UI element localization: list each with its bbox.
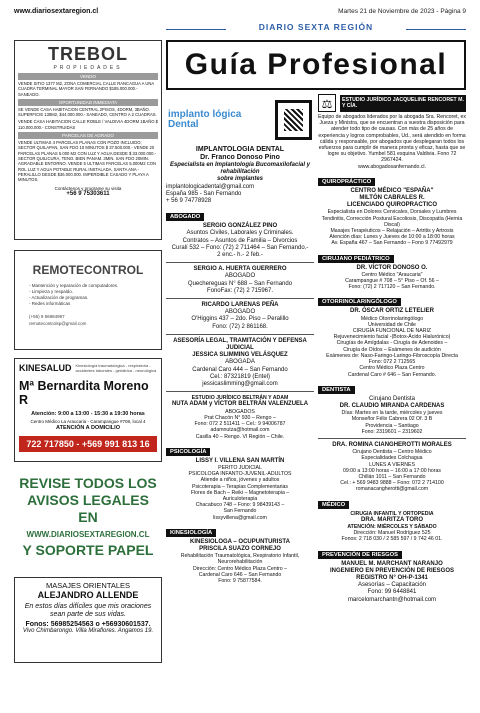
implantologia-phone[interactable]: + 56 9 74778928 bbox=[166, 198, 212, 205]
masajes-name: ALEJANDRO ALLENDE bbox=[37, 590, 139, 600]
section-title: DIARIO SEXTA REGIÓN bbox=[166, 22, 466, 36]
remotecontrol-services bbox=[29, 283, 155, 307]
abogado-1: SERGIO GONZÁLEZ PINO Asuntos Civiles, Laborales y Criminales. Contratos – Asuntos de Familia – Divorcios Curalí 532 – Fono: (72) 2 711464 – San Fernando.- 2 enc.- h.- 2 feb.- bbox=[171, 223, 309, 259]
trebol-band-vendo: VENDO bbox=[18, 73, 158, 80]
tag-otorrino: OTORRINOLARINGÓLOGO bbox=[318, 298, 401, 306]
page-date: Martes 21 de Noviembre de 2023 - Página 9 bbox=[338, 7, 466, 15]
tag-abogado: ABOGADO bbox=[166, 213, 204, 221]
implantologia-logo: implanto lógica Dental bbox=[168, 109, 242, 130]
implantologia-email[interactable]: implantologicadental@gmail.com bbox=[166, 183, 255, 190]
abogado-2: SERGIO A. HUERTA GUERRERO ABOGADO Quechereguas N° 688 – San Fernando FonoFax: (72) 2 715967. bbox=[187, 266, 293, 294]
abogado-5: ESTUDIO JURÍDICO BELTRÁN Y ADAM NUTA ADAM y VÍCTOR BELTRÁN VALENZUELA ABOGADOS Prat Chacón N° 930 – Rengo – Fono: 072 2 511411 – Cel.: 9 94006787 adamnutza@hotmail.com Casilla 40 – Rengo. VI Región – Chile. bbox=[171, 395, 309, 440]
kinesalud-hours: Atención: 9:00 a 13:00 - 15:30 a 19:30 horas Centro Médico La Araucaria - Carampangue #708, local 4 ATENCIÓN A DOMICILIO bbox=[30, 411, 146, 431]
tag-prevencion: PREVENCIÓN DE RIESGOS bbox=[318, 551, 402, 559]
tag-medico: MÉDICO bbox=[318, 501, 349, 509]
kinesalud-desc: Kinesiología traumatológica - respiratoria - accidentes laborales - geriátrica - neurológica bbox=[75, 363, 157, 373]
implantologia-logo-row bbox=[166, 94, 314, 146]
page-header bbox=[14, 4, 466, 18]
trebol-logo: TREBOL PROPIEDADES bbox=[48, 44, 128, 71]
middle-column bbox=[166, 94, 314, 584]
implantologia-address: España 985 - San Fernando bbox=[166, 190, 242, 197]
masajes-text: En estos días difíciles que mis oraciones sean parte de sus vidas. bbox=[24, 603, 152, 618]
trebol-contact: Contáctenos y programe su visita bbox=[54, 186, 122, 192]
kinesalud-top bbox=[19, 363, 157, 373]
masajes-address: Vivo Chimbarongo. Villa Miraflores. Angamos 19. bbox=[22, 628, 154, 634]
trebol-ad bbox=[14, 40, 162, 240]
service-item: - Mantención y reparación de computadores. bbox=[29, 283, 119, 288]
service-item: - Redes informáticas bbox=[29, 301, 71, 306]
trebol-listing-1: VENDE SITIO 1377 M2, ZONA COMERCIAL CALLE RANCAGUA A UNA CUADRA TERMINAL MAYOR SAN FERNANDO $185.000.000.- SANEADO. bbox=[18, 81, 154, 97]
tag-psicologia: PSICOLOGÍA bbox=[166, 448, 210, 456]
revise-url[interactable]: WWW.DIARIOSEXTAREGION.CL bbox=[26, 530, 150, 539]
implantologia-title: IMPLANTOLOGIA DENTAL bbox=[195, 146, 285, 153]
estudio-body: Equipo de abogados liderados por la abogada Sra. Rencoret, ex Jueza y Ministra, que se encuentran a vuestra disposición para atender todo tipo de causas. Con más de 25 años de experiencia y logros comprobables, Ud., será atendido en forma cálida y responsable, por abogados que desplegaran todos los esfuerzos para cumplir de manera pronta y eficaz, hasta que se logre su objetivo. Yumbel 581 esquina Valdivia. Fono 72 2967424. bbox=[318, 114, 466, 164]
remotecontrol-contact bbox=[29, 313, 155, 327]
guia-title: Guía Profesional bbox=[184, 48, 448, 81]
implantologia-doctor: Dr. Franco Donoso Pino bbox=[200, 154, 280, 161]
scales-icon bbox=[318, 94, 336, 112]
kinesalud-phone[interactable]: 722 717850 - +569 991 813 16 bbox=[19, 436, 157, 452]
phone-text[interactable]: (+56) 9 56984997 bbox=[29, 314, 65, 319]
site-url[interactable]: www.diariosextaregion.cl bbox=[14, 7, 99, 15]
quiropractico-block: CENTRO MÉDICO "ESPAÑA" MILTÓN CABRALES R. LICENCIADO QUIROPRACTICO Especialista en Dolores Cervicales, Dorsales y Lumbres Tendinitis, Corrección Postural Escoliosis, Discopatía (Hernia Discal) Masajes Terapéuticos – Relajación – Artritis y Artrosis Atención días: Lunes y Jueves de 10:00 a 18:00 horas Av. España 467 – San Fernando – Fono 9 77492979 bbox=[321, 187, 463, 247]
tag-cirujano: CIRUJANO PEDIÁTRICO bbox=[318, 255, 394, 263]
trebol-band-parcelas: PARCELAS DE AGRADO bbox=[18, 132, 158, 139]
guia-profesional-banner bbox=[166, 40, 466, 90]
trebol-listing-3: VENDE CASA HABITACION CALLE ROBLE / VALDIVIA 4DORM 1BAÑO $ 110.000.000.- CONSTRUIDAS bbox=[18, 119, 158, 130]
estudio-web[interactable]: www.abogadosanfernando.cl. bbox=[357, 163, 427, 170]
estudio-header bbox=[318, 94, 466, 112]
kinesiologia-block: KINESIOLOGA – OCUPUNTURISTA PRISCILA SUAZO CORNEJO Rehabilitación Traumatológica, Respiratorio Infantil, Neurorehabilitación Dirección: Centro Médico Plaza Centro – Cardenal Caro 646 – San Fernando Fono: 9 75877584. bbox=[180, 538, 300, 584]
implantologia-spec2: sobre implantes bbox=[216, 176, 263, 183]
qr-code-icon[interactable] bbox=[275, 100, 312, 140]
dentista-block-2: DRA. ROMINA CIANGHEROTTI MORALES Cirujano Dentista – Centro Médico Especialidades Colchagua LUNES A VIERNES 09:00 a 13:00 horas – 16:00 a 17:00 horas Chillán 1011 – San Fernando Cel.: + 569 9483 9888 – Fono: 072 2 714100 romanacangherotti@gmail.com bbox=[332, 441, 452, 493]
service-item: - Limpieza y respaldo. bbox=[29, 289, 74, 294]
remotecontrol-logo: REMOTECONTROL bbox=[32, 263, 144, 277]
tag-dentista: DENTISTA bbox=[318, 386, 355, 394]
estudio-title: ESTUDIO JURÍDICO JACQUELINE RENCORET M. Y CÍA. bbox=[340, 95, 466, 112]
kinesalud-ad bbox=[14, 358, 162, 462]
otorrino-block: DR. ÓSCAR ORTIZ LETELIER Médico Otorrinolaringólogo Universidad de Chile CIRUGÍA FUNCIONAL DE NARIZ Rejuvenecimiento facial -(Botox-Ácido Hialurónico) Cirugías de Amígdalas - Cirugía de Adenoides – Cirugía de Oídos – Exámenes de audición Exámenes de: Naso-Faringo-Laringo-Fibroscopía Directa Fono: 072 2 712565 Centro Médico Plaza Centro Cardenal Caro # 646 – San Fernando. bbox=[326, 308, 458, 378]
trebol-listing-4: VENDE ULTIMAS 4 PARCELAS PLANAS CON POZO INCLUIDO; SECTOR QUILAPAN, SAN FDO 10 MINUTOS $ 37.500.000.- VENDE 20 PARCELAS PLANAS 5.000 M2 CON LUZ Y AGUA DESDE $ 33.000.000.- SECTOR QUILICURA, TENO. BIEN PANAM. 3MIN. SAN FDO 20MIN. AGRADABLE ENTORNO. VENDE 5 ULTIMAS PARCELAS 5.000M2 CON ROL LUZ Y AGUA POTABLE RURAL INSTALADA, SANTA ANA - PERALILLO DESDE $36.000.000. IMPERDIBLE CASADO Y PLAYA A MINUTOS. bbox=[18, 140, 157, 183]
service-item: - Actualización de programas. bbox=[29, 295, 89, 300]
implantologia-spec: Especialista en Implantología Bucomaxilofacial y rehabilitación bbox=[169, 162, 311, 176]
trebol-listing-2: SE VENDE CASA HABITACION CENTRAL 2PISOS, 4DORM, 3BAÑO. SUPERFICIE 138M2, $44.000.000.- SANEADO, CENTRO A 2 CUADRAS. bbox=[18, 106, 157, 118]
masajes-ad bbox=[14, 577, 162, 663]
revise-avisos-ad bbox=[14, 471, 162, 567]
prevencion-block: MANUEL M. MARCHANT NARANJO INGENIERO EN PREVENCIÓN DE RIESGOS REGISTRO N° OH-P-1341 Asesorías – Capacitación Fono: 99 6448841 marcelomarchantn@hotmail.com bbox=[329, 560, 455, 603]
kinesalud-name: Mª Bernardita Moreno R bbox=[19, 379, 149, 407]
masajes-title: MASAJES ORIENTALES bbox=[45, 581, 131, 590]
revise-soporte: Y SOPORTE PAPEL bbox=[22, 542, 154, 558]
trebol-phone[interactable]: +56 9 75303611 bbox=[66, 191, 110, 198]
trebol-band-opportunity: OPORTUNIDAD INMEDIATA bbox=[18, 99, 158, 106]
email-text[interactable]: remotecontrolsp@gmail.com bbox=[29, 321, 87, 326]
abogado-4: ASESORÍA LEGAL, TRAMITACIÓN Y DEFENSA JUDICIAL JESSICA SLIMMING VELÁSQUEZ ABOGADA Cardenal Caro 444 – San Fernando Cel.: 87321819 (Entel) jessicaslimming@gmail.com bbox=[173, 337, 307, 388]
psicologia-block: LISSY I. VILLENA SAN MARTÍN PERITO JUDICIAL PSICOLOGA INFANTO-JUVENIL-ADULTOS Atiende a niños, jóvenes y adultos Psicoterapia – Terapias Complementarias Flores de Bach – Reiki – Magnetoterapia – Auriculoterapia Chacabuco 748 – Fono: 9 98439143 – San Fernando lissyvillena@gmail.com bbox=[188, 457, 292, 521]
remotecontrol-ad bbox=[14, 250, 162, 350]
revise-title: REVISE TODOS LOS AVISOS LEGALES EN bbox=[19, 475, 157, 525]
kinesalud-logo: KINESALUD bbox=[19, 363, 72, 373]
cirujano-block: DR. VÍCTOR DONOSO O. Centro Médico "Araucaria" Carampangue # 708 – 5° Piso – Of. 56 – Fono: (72) 2 717120 – San Fernando. bbox=[345, 264, 439, 291]
abogado-3: RICARDO LARENAS PEÑA ABOGADO O'Higgins 437 – 2do. Piso – Peralillo Fono: (72) 2 861168. bbox=[191, 302, 289, 330]
right-column bbox=[318, 94, 466, 604]
medico-block: CIRUGIA INFANTIL Y ORTOPEDIA DRA. MARITZA TORO ATENCIÓN: MIÉRCOLES Y SÁBADO Dirección: Manuel Rodríguez 525 Fonos: 2 718 030 / 2 585 597 / 9 742 46 01. bbox=[341, 510, 443, 543]
tag-kinesiologia: KINESIOLOGÍA bbox=[166, 529, 216, 537]
dentista-block-1: Cirujano Dentista DR. CLAUDIO MIRANDA CARDENAS Días: Martes en la tarde, miércoles y jueves Monseñor Félix Cabrera 02 Of. 3 B Providencia – Santiago Fono: 2319601 – 2319602 bbox=[339, 395, 445, 435]
tag-quiropractico: QUIROPRÁCTICO bbox=[318, 178, 375, 186]
masajes-phone[interactable]: Fonos: 56985254563 o +56930601537. bbox=[25, 621, 151, 628]
